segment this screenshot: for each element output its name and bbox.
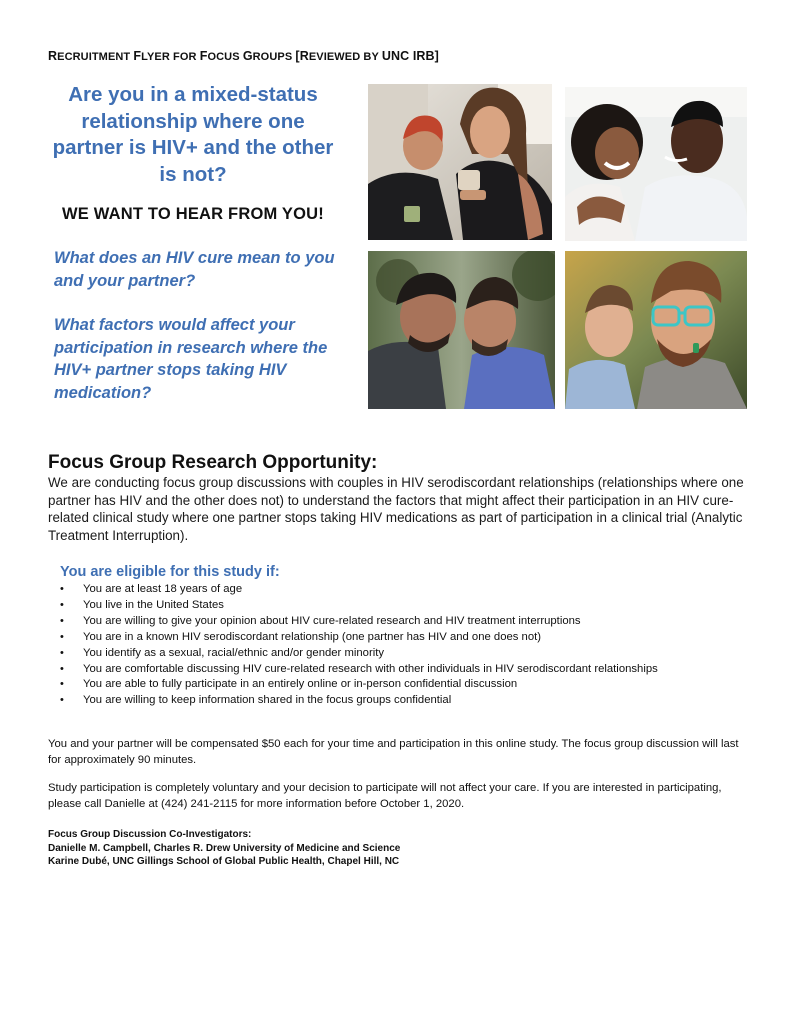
headline: Are you in a mixed-status relationship where one partner is HIV+ and the other is not? bbox=[52, 83, 334, 186]
bullet-icon: • bbox=[60, 678, 64, 691]
call-to-action: WE WANT TO HEAR FROM YOU! bbox=[62, 205, 324, 223]
bullet-icon: • bbox=[60, 583, 64, 595]
photo-couple-men-embrace bbox=[368, 251, 555, 409]
list-item: • You are willing to keep information shared in the focus groups confidential bbox=[60, 693, 760, 709]
compensation-paragraph: You and your partner will be compensated $50 each for your time and participation in this online study. The focus group discussion will last for approximately 90 minutes. bbox=[48, 738, 739, 766]
bullet-icon: • bbox=[60, 598, 64, 611]
co-investigator-name: Danielle M. Campbell, Charles R. Drew University of Medicine and Science bbox=[48, 842, 401, 854]
photo-couple-men-smiling bbox=[565, 251, 747, 409]
list-item: • You live in the United States bbox=[60, 598, 760, 614]
bullet-icon: • bbox=[60, 662, 64, 675]
bullet-icon: • bbox=[60, 630, 64, 643]
list-item: • You are able to fully participate in an entirely online or in-person confidential discussion bbox=[60, 677, 760, 693]
list-item: • You are in a known HIV serodiscordant relationship (one partner has HIV and one does not) bbox=[60, 630, 760, 646]
intro-paragraph: We are conducting focus group discussions with couples in HIV serodiscordant relationships (relationships where one partner has HIV and the other does not) to understand the factors that might affect their participation in an HIV cure-related clinical study where one partner stops taking HIV medications as part of participation in a clinical trial (Analytic Treatment Interruption). bbox=[48, 475, 744, 543]
bullet-icon: • bbox=[60, 646, 64, 659]
flyer-header: RECRUITMENT FLYER FOR FOCUS GROUPS [REVIEWED BY UNC IRB] bbox=[48, 49, 439, 63]
list-item: • You are willing to give your opinion about HIV cure-related research and HIV treatment interruptions bbox=[60, 614, 760, 630]
question-1: What does an HIV cure mean to you and your partner? bbox=[54, 249, 335, 290]
co-investigators-title: Focus Group Discussion Co-Investigators: bbox=[48, 829, 252, 840]
list-item: • You are comfortable discussing HIV cure-related research with other individuals in HIV serodiscordant relationships bbox=[60, 662, 760, 678]
photo-couple-women bbox=[368, 84, 552, 240]
eligibility-title: You are eligible for this study if: bbox=[60, 564, 280, 580]
section-title: Focus Group Research Opportunity: bbox=[48, 452, 378, 473]
bullet-icon: • bbox=[60, 694, 64, 707]
co-investigators bbox=[48, 828, 648, 869]
bullet-icon: • bbox=[60, 614, 64, 627]
photo-couple-man-woman bbox=[565, 87, 747, 241]
voluntary-paragraph: Study participation is completely voluntary and your decision to participate will not affect your care. If you are interested in participating, please call Danielle at (424) 241-2115 for more information before October 1, 2020. bbox=[48, 782, 722, 810]
eligibility-list bbox=[60, 582, 760, 709]
list-item: • You identify as a sexual, racial/ethnic and/or gender minority bbox=[60, 646, 760, 662]
co-investigator-name: Karine Dubé, UNC Gillings School of Global Public Health, Chapel Hill, NC bbox=[48, 856, 400, 868]
question-2: What factors would affect your participation in research where the HIV+ partner stops taking HIV medication? bbox=[54, 316, 328, 402]
list-item: • You are at least 18 years of age bbox=[60, 582, 760, 598]
